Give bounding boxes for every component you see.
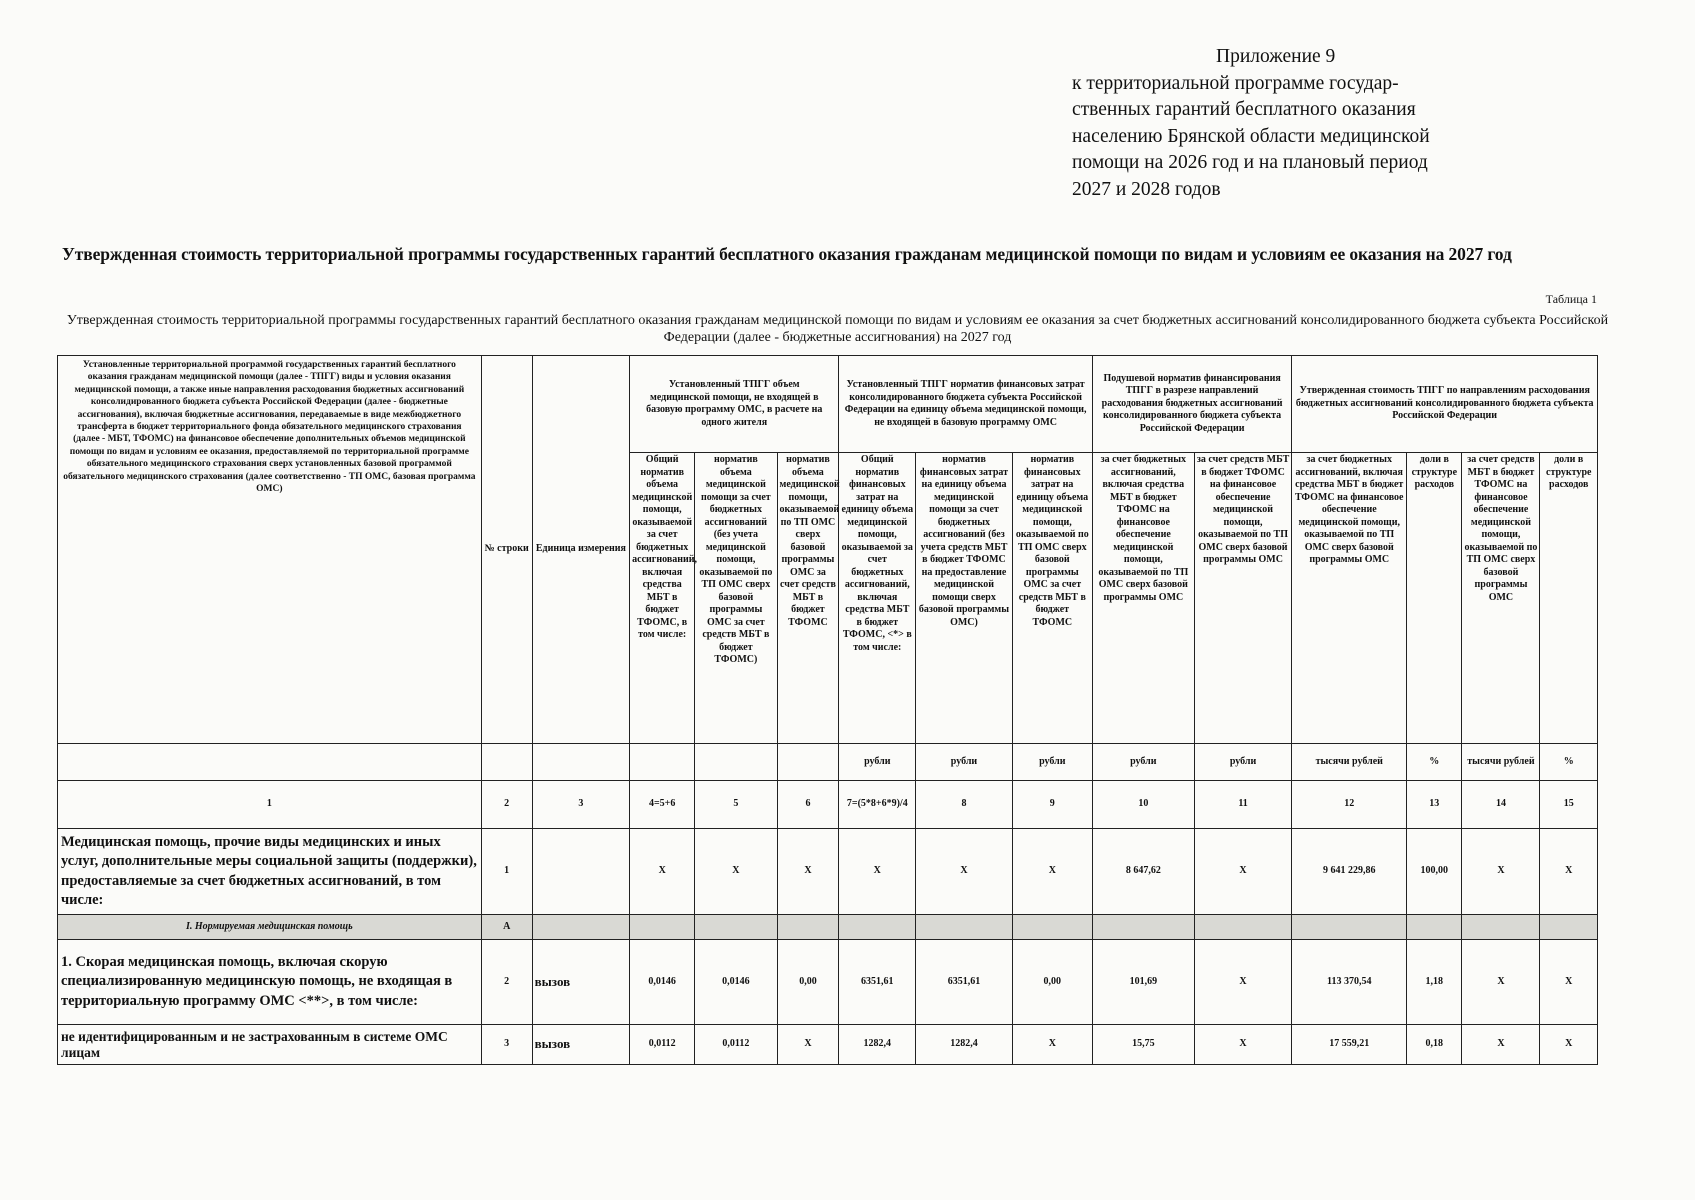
column-number: 11: [1194, 781, 1292, 829]
column-number: 14: [1462, 781, 1540, 829]
appendix-block: [1072, 44, 1592, 203]
header-c10: за счет бюджетных ассигнований, включая средства МБТ в бюджет ТФОМС на финансовое обеспечение медицинской помощи, оказываемой по ТП ОМС сверх базовой программы ОМС: [1092, 453, 1194, 744]
header-row-1: [58, 356, 1598, 453]
column-number: 1: [58, 781, 482, 829]
header-group-volume: Установленный ТПГГ объем медицинской помощи, не входящей в базовую программу ОМС, в расчете на одного жителя: [630, 356, 839, 453]
header-c14: за счет средств МБТ в бюджет ТФОМС на финансовое обеспечение медицинской помощи, оказываемой по ТП ОМС сверх базовой программы ОМС: [1462, 453, 1540, 744]
header-c5: норматив объема медицинской помощи за счет бюджетных ассигнований (без учета медицинской помощи, оказываемой по ТП ОМС сверх базовой программы ОМС за счет средств МБТ в бюджет ТФОМС): [695, 453, 777, 744]
header-col-description: Установленные территориальной программой государственных гарантий бесплатного оказания гражданам медицинской помощи (далее - ТПГГ) виды и условия оказания медицинской помощи, а также иные направления расходования бюджетных ассигнований консолидированного бюджета субъекта Российской Федерации (далее - бюджетные ассигнования), включая бюджетные ассигнования, передаваемые в виде межбюджетного трансферта в бюджет территориального фонда обязательного медицинского страхования (далее - МБТ, ТФОМС) на финансовое обеспечение дополнительных объемов медицинской помощи по видам и условиям ее оказания, предоставляемой по территориальной программе обязательного медицинского страхования сверх установленных базовой программой обязательного медицинского страхования (далее соответственно - ТП ОМС, базовая программа ОМС): [58, 356, 482, 744]
row-label: не идентифицированным и не застрахованным в системе ОМС лицам: [58, 1025, 482, 1065]
row-value: 100,00: [1407, 829, 1462, 915]
row-number: 2: [481, 940, 532, 1025]
header-col-unit: Единица измерения: [532, 356, 630, 744]
row-value: 0,00: [1012, 940, 1092, 1025]
unit-cell: [58, 744, 482, 781]
header-c8: норматив финансовых затрат на единицу объема медицинской помощи за счет бюджетных ассигнований (без учета средств МБТ в бюджет ТФОМС на предоставление медицинской помощи сверх базовой программы ОМС): [916, 453, 1012, 744]
units-row: [58, 744, 1598, 781]
unit-cell: тысячи рублей: [1292, 744, 1407, 781]
row-unit: [532, 829, 630, 915]
unit-cell: рубли: [1012, 744, 1092, 781]
column-number: 7=(5*8+6*9)/4: [839, 781, 916, 829]
table-row: [58, 940, 1598, 1025]
column-number: 5: [695, 781, 777, 829]
row-value: X: [1540, 1025, 1598, 1065]
header-c7: Общий норматив финансовых затрат на единицу объема медицинской помощи, оказываемой за счет бюджетных ассигнований, включая средства МБТ в бюджет ТФОМС, <*> в том числе:: [839, 453, 916, 744]
column-number: 4=5+6: [630, 781, 695, 829]
appendix-line: населению Брянской области медицинской: [1072, 125, 1430, 147]
column-number: 10: [1092, 781, 1194, 829]
row-number: 1: [481, 829, 532, 915]
header-group-percapita: Подушевой норматив финансирования ТПГГ в разрезе направлений расходования бюджетных ассигнований консолидированного бюджета субъекта Российской Федерации: [1092, 356, 1291, 453]
unit-cell: [777, 744, 839, 781]
row-value: X: [1462, 829, 1540, 915]
row-value: X: [1462, 940, 1540, 1025]
row-number: 3: [481, 1025, 532, 1065]
row-unit: вызов: [532, 940, 630, 1025]
row-value: X: [1012, 1025, 1092, 1065]
column-number: 15: [1540, 781, 1598, 829]
row-value: 0,0112: [695, 1025, 777, 1065]
row-value: 17 559,21: [1292, 1025, 1407, 1065]
table-subtitle: Утвержденная стоимость территориальной программы государственных гарантий бесплатного оказания гражданам медицинской помощи по видам и условиям ее оказания за счет бюджетных ассигнований консолидированного бюджета субъекта Российской Федерации (далее - бюджетные ассигнования) на 2027 год: [66, 313, 1609, 345]
header-c6: норматив объема медицинской помощи, оказываемой по ТП ОМС сверх базовой программы ОМС за счет средств МБТ в бюджет ТФОМС: [777, 453, 839, 744]
row-value: X: [1540, 829, 1598, 915]
row-value: X: [777, 1025, 839, 1065]
appendix-line: 2027 и 2028 годов: [1072, 178, 1221, 200]
row-value: 1282,4: [839, 1025, 916, 1065]
row-value: 15,75: [1092, 1025, 1194, 1065]
row-value: 6351,61: [916, 940, 1012, 1025]
appendix-line: помощи на 2026 год и на плановый период: [1072, 152, 1428, 173]
section-row: [58, 915, 1598, 940]
column-number: 9: [1012, 781, 1092, 829]
row-value: 1,18: [1407, 940, 1462, 1025]
column-number: 6: [777, 781, 839, 829]
table-row: [58, 829, 1598, 915]
unit-cell: рубли: [1092, 744, 1194, 781]
row-value: X: [1462, 1025, 1540, 1065]
row-label: 1. Скорая медицинская помощь, включая скорую специализированную медицинскую помощь, не входящая в территориальную программу ОМС <**>, в том числе:: [58, 940, 482, 1025]
row-value: 0,0112: [630, 1025, 695, 1065]
header-c4: Общий норматив объема медицинской помощи, оказываемой за счет бюджетных ассигнований, включая средства МБТ в бюджет ТФОМС, в том числе:: [630, 453, 695, 744]
row-value: 0,0146: [630, 940, 695, 1025]
section-label: I. Нормируемая медицинская помощь: [58, 915, 482, 940]
unit-cell: [532, 744, 630, 781]
header-c13: доли в структуре расходов: [1407, 453, 1462, 744]
header-c9: норматив финансовых затрат на единицу объема медицинской помощи, оказываемой по ТП ОМС сверх базовой программы ОМС за счет средств МБТ в бюджет ТФОМС: [1012, 453, 1092, 744]
row-value: X: [1194, 829, 1292, 915]
row-value: 0,18: [1407, 1025, 1462, 1065]
header-group-cost: Установленный ТПГГ норматив финансовых затрат консолидированного бюджета субъекта Российской Федерации на единицу объема медицинской помощи, не входящей в базовую программу ОМС: [839, 356, 1093, 453]
appendix-line: ственных гарантий бесплатного оказания: [1072, 99, 1416, 120]
section-number: A: [481, 915, 532, 940]
appendix-line: Приложение 9: [1216, 46, 1336, 67]
column-number: 13: [1407, 781, 1462, 829]
row-value: X: [777, 829, 839, 915]
row-value: 0,00: [777, 940, 839, 1025]
row-value: X: [1194, 1025, 1292, 1065]
document-title: Утвержденная стоимость территориальной программы государственных гарантий бесплатного оказания гражданам медицинской помощи по видам и условиям ее оказания на 2027 год: [62, 244, 1512, 264]
unit-cell: рубли: [839, 744, 916, 781]
unit-cell: [481, 744, 532, 781]
unit-cell: %: [1540, 744, 1598, 781]
row-value: X: [695, 829, 777, 915]
row-value: 113 370,54: [1292, 940, 1407, 1025]
row-value: X: [1012, 829, 1092, 915]
unit-cell: рубли: [1194, 744, 1292, 781]
column-number: 3: [532, 781, 630, 829]
unit-cell: [630, 744, 695, 781]
header-group-total: Утвержденная стоимость ТПГГ по направлениям расходования бюджетных ассигнований консолидированного бюджета субъекта Российской Федерации: [1292, 356, 1598, 453]
header-c15: доли в структуре расходов: [1540, 453, 1598, 744]
header-c11: за счет средств МБТ в бюджет ТФОМС на финансовое обеспечение медицинской помощи, оказываемой по ТП ОМС сверх базовой программы ОМС: [1194, 453, 1292, 744]
column-number: 2: [481, 781, 532, 829]
row-value: 1282,4: [916, 1025, 1012, 1065]
row-value: 6351,61: [839, 940, 916, 1025]
table-row: [58, 1025, 1598, 1065]
row-value: 8 647,62: [1092, 829, 1194, 915]
table-number: Таблица 1: [1545, 292, 1597, 306]
row-value: X: [1540, 940, 1598, 1025]
cost-table: [57, 355, 1598, 1065]
unit-cell: [695, 744, 777, 781]
row-value: X: [839, 829, 916, 915]
header-col-row-number: № строки: [481, 356, 532, 744]
unit-cell: рубли: [916, 744, 1012, 781]
row-value: X: [916, 829, 1012, 915]
row-value: 9 641 229,86: [1292, 829, 1407, 915]
row-value: 101,69: [1092, 940, 1194, 1025]
row-value: 0,0146: [695, 940, 777, 1025]
row-value: X: [630, 829, 695, 915]
column-numbers-row: [58, 781, 1598, 829]
row-label: Медицинская помощь, прочие виды медицинских и иных услуг, дополнительные меры социальной защиты (поддержки), предоставляемые за счет бюджетных ассигнований, в том числе:: [58, 829, 482, 915]
row-unit: вызов: [532, 1025, 630, 1065]
header-c12: за счет бюджетных ассигнований, включая средства МБТ в бюджет ТФОМС на финансовое обеспечение медицинской помощи, оказываемой по ТП ОМС сверх базовой программы ОМС: [1292, 453, 1407, 744]
row-value: X: [1194, 940, 1292, 1025]
column-number: 8: [916, 781, 1012, 829]
appendix-line: к территориальной программе государ-: [1072, 72, 1399, 94]
column-number: 12: [1292, 781, 1407, 829]
unit-cell: тысячи рублей: [1462, 744, 1540, 781]
unit-cell: %: [1407, 744, 1462, 781]
